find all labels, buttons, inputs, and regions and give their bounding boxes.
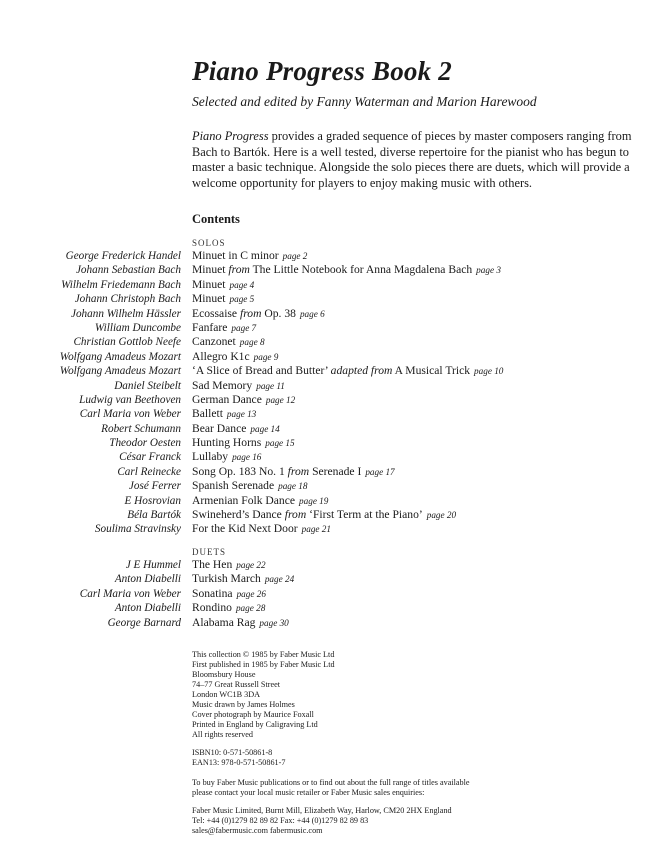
composer-name: Carl Maria von Weber — [79, 587, 181, 600]
colophon-line: Cover photograph by Maurice Foxall — [192, 710, 314, 719]
piece-name: Ecossaise — [192, 306, 238, 320]
contact-line: Tel: +44 (0)1279 82 89 82 Fax: +44 (0)1279 82 89 83 — [192, 816, 369, 825]
page-number: page 26 — [236, 588, 266, 599]
composer-name: Anton Diabelli — [114, 573, 181, 586]
piece-name: ‘A Slice of Bread and Butter’ — [192, 364, 328, 378]
contents-entry — [0, 321, 669, 335]
colophon-line: Printed in England by Caligraving Ltd — [192, 720, 318, 729]
piece-source: ‘First Term at the Piano’ — [309, 508, 423, 522]
piece-source-connector: from — [287, 464, 310, 478]
page-number: page 6 — [299, 308, 325, 319]
colophon-isbn — [192, 748, 470, 768]
page-number: page 14 — [250, 423, 280, 434]
contents-entry — [0, 436, 669, 450]
intro-italic-lead: Piano Progress — [192, 129, 269, 143]
composer-name: Christian Gottlob Neefe — [73, 336, 181, 349]
colophon-line: First published in 1985 by Faber Music Ltd — [192, 660, 335, 669]
piece-name: Minuet — [192, 263, 226, 277]
composer-name: William Duncombe — [94, 321, 181, 334]
page-number: page 16 — [232, 452, 262, 463]
contents-entry — [0, 522, 669, 536]
piece-name: Fanfare — [192, 320, 228, 334]
isbn-line: ISBN10: 0-571-50861-8 — [192, 748, 273, 757]
piece-title — [192, 393, 295, 407]
piece-title — [192, 616, 289, 630]
contents-entry — [0, 479, 669, 493]
colophon-line: All rights reserved — [192, 730, 253, 739]
contents-entry — [0, 572, 669, 586]
page-number: page 19 — [299, 495, 329, 506]
contents-entry — [0, 292, 669, 306]
piece-name: Armenian Folk Dance — [192, 493, 296, 507]
page-number: page 30 — [259, 617, 289, 628]
contents-entry — [0, 465, 669, 479]
colophon-contact — [192, 806, 470, 836]
piece-title — [192, 465, 395, 479]
piece-title — [192, 364, 503, 378]
page-number: page 9 — [253, 351, 279, 362]
piece-title — [192, 350, 278, 364]
contents-entry — [0, 379, 669, 393]
colophon-line: Bloomsbury House — [192, 670, 256, 679]
page-number: page 18 — [278, 481, 308, 492]
piece-source: Serenade I — [312, 464, 362, 478]
isbn-line: EAN13: 978-0-571-50861-7 — [192, 758, 286, 767]
colophon-line: 74–77 Great Russell Street — [192, 680, 280, 689]
piece-name: Bear Dance — [192, 421, 247, 435]
composer-name: Wilhelm Friedemann Bach — [61, 278, 181, 291]
composer-name: George Barnard — [107, 616, 181, 629]
solos-list — [0, 249, 669, 537]
composer-name: Johann Sebastian Bach — [75, 264, 181, 277]
piece-title — [192, 278, 254, 292]
piece-title — [192, 508, 456, 522]
piece-title — [192, 601, 265, 615]
purchase-info-line: To buy Faber Music publications or to find out about the full range of titles available — [192, 778, 470, 787]
solos-label: SOLOS — [192, 238, 226, 248]
piece-title — [192, 263, 501, 277]
contents-entry — [0, 587, 669, 601]
piece-title — [192, 558, 266, 572]
page-number: page 15 — [265, 438, 295, 449]
piece-source: A Musical Trick — [394, 364, 471, 378]
piece-name: Minuet — [192, 292, 226, 306]
contents-entry — [0, 558, 669, 572]
composer-name: E Hosrovian — [124, 494, 181, 507]
piece-name: Swineherd’s Dance — [192, 508, 282, 522]
page-number: page 20 — [426, 510, 457, 521]
piece-name: German Dance — [192, 392, 262, 406]
contents-entry — [0, 335, 669, 349]
piece-name: Ballett — [192, 407, 223, 421]
duets-label: DUETS — [192, 547, 226, 557]
book-title: Piano Progress Book 2 — [192, 56, 452, 86]
contents-entry — [0, 350, 669, 364]
duets-list — [0, 558, 669, 630]
composer-name: George Frederick Handel — [65, 250, 181, 262]
piece-title — [192, 335, 265, 349]
piece-title — [192, 587, 266, 601]
piece-name: Sad Memory — [192, 378, 253, 392]
page-number: page 28 — [235, 603, 266, 614]
page-number: page 24 — [264, 574, 295, 585]
page-number: page 12 — [265, 394, 296, 405]
intro-text: provides a graded sequence of pieces by master composers ranging from Bach to Bartók. Here is a well tested, diverse repertoire for the pianist who has begun to master a basic technique. Alongside the solo pieces there are duets, which will provide a welcome opportunity for players to enjoy making music with others. — [192, 129, 632, 190]
piece-source-connector: from — [228, 263, 250, 277]
contents-heading: Contents — [192, 212, 240, 226]
colophon-buy — [192, 778, 470, 798]
piece-title — [192, 249, 307, 263]
contents-entry — [0, 616, 669, 630]
piece-name: Alabama Rag — [192, 615, 256, 629]
contact-line: sales@fabermusic.com fabermusic.com — [192, 826, 323, 835]
piece-name: Lullaby — [192, 450, 229, 464]
piece-name: The Hen — [192, 558, 233, 571]
page-number: page 11 — [256, 380, 285, 391]
piece-source-connector: from — [284, 508, 307, 522]
composer-name: José Ferrer — [128, 480, 181, 493]
page-number: page 4 — [229, 279, 255, 290]
composer-name: Wolfgang Amadeus Mozart — [59, 365, 181, 378]
composer-name: Carl Reinecke — [117, 465, 181, 478]
contents-entry — [0, 407, 669, 421]
composer-name: Robert Schumann — [101, 422, 181, 435]
contents-entry — [0, 450, 669, 464]
piece-name: Sonatina — [192, 586, 233, 600]
contents-entry — [0, 278, 669, 292]
piece-title — [192, 436, 295, 450]
page-number: page 22 — [236, 560, 266, 570]
composer-name: Daniel Steibelt — [114, 379, 181, 392]
piece-title — [192, 494, 328, 508]
piece-name: For the Kid Next Door — [192, 522, 298, 536]
piece-name: Hunting Horns — [192, 436, 262, 450]
contents-entry — [0, 601, 669, 615]
page-number: page 10 — [474, 366, 504, 377]
page-number: page 13 — [226, 409, 257, 420]
contents-entry — [0, 422, 669, 436]
piece-title — [192, 450, 261, 464]
piece-title — [192, 422, 280, 436]
piece-title — [192, 321, 256, 335]
page-number: page 2 — [282, 251, 308, 261]
page-number: page 17 — [365, 466, 395, 477]
composer-name: Theodor Oesten — [109, 437, 181, 450]
purchase-info-line: please contact your local music retailer or Faber Music sales enquiries: — [192, 788, 425, 797]
piece-name: Rondino — [192, 601, 232, 615]
piece-title — [192, 307, 325, 321]
contents-entry — [0, 494, 669, 508]
colophon — [192, 650, 470, 836]
colophon-lines — [192, 650, 470, 740]
piece-name: Turkish March — [192, 572, 261, 586]
composer-name: Soulima Stravinsky — [94, 523, 181, 536]
composer-name: Béla Bartók — [127, 509, 181, 522]
piece-name: Minuet — [192, 277, 226, 291]
composer-name: J E Hummel — [125, 559, 181, 571]
composer-name: Wolfgang Amadeus Mozart — [59, 350, 181, 363]
contents-entry — [0, 307, 669, 321]
piece-title — [192, 522, 331, 536]
piece-name: Canzonet — [192, 335, 236, 349]
contents-entry — [0, 393, 669, 407]
piece-name: Minuet in C minor — [192, 249, 279, 262]
composer-name: Johann Christoph Bach — [74, 293, 181, 306]
piece-name: Allegro K1c — [192, 349, 250, 363]
piece-name: Song Op. 183 No. 1 — [192, 464, 285, 478]
page-number: page 8 — [239, 337, 265, 348]
book-subtitle: Selected and edited by Fanny Waterman and Marion Harewood — [192, 94, 537, 109]
contents-entry — [0, 249, 669, 263]
piece-title — [192, 292, 254, 306]
composer-name: Anton Diabelli — [114, 602, 181, 615]
composer-name: Carl Maria von Weber — [79, 408, 181, 421]
piece-name: Spanish Serenade — [192, 479, 275, 493]
contents-entry — [0, 263, 669, 277]
piece-title — [192, 479, 307, 493]
composer-name: Johann Wilhelm Hässler — [70, 307, 181, 320]
piece-source-connector: adapted from — [330, 364, 393, 378]
colophon-line: This collection © 1985 by Faber Music Ltd — [192, 650, 335, 659]
composer-name: César Franck — [119, 451, 181, 464]
intro-paragraph — [192, 129, 637, 191]
colophon-line: London WC1B 3DA — [192, 690, 261, 699]
colophon-line: Music drawn by James Holmes — [192, 700, 295, 709]
contents-entry — [0, 508, 669, 522]
piece-title — [192, 572, 294, 586]
piece-source-connector: from — [239, 306, 262, 320]
page-number: page 21 — [301, 524, 331, 535]
contents-entry — [0, 364, 669, 378]
page-number: page 7 — [231, 322, 257, 333]
contact-line: Faber Music Limited, Burnt Mill, Elizabeth Way, Harlow, CM20 2HX England — [192, 806, 452, 815]
composer-name: Ludwig van Beethoven — [79, 393, 181, 406]
piece-title — [192, 379, 285, 393]
piece-source: The Little Notebook for Anna Magdalena Bach — [252, 263, 473, 277]
page-number: page 5 — [229, 294, 255, 305]
piece-title — [192, 407, 256, 421]
page-number: page 3 — [476, 265, 501, 276]
piece-source: Op. 38 — [264, 306, 296, 320]
